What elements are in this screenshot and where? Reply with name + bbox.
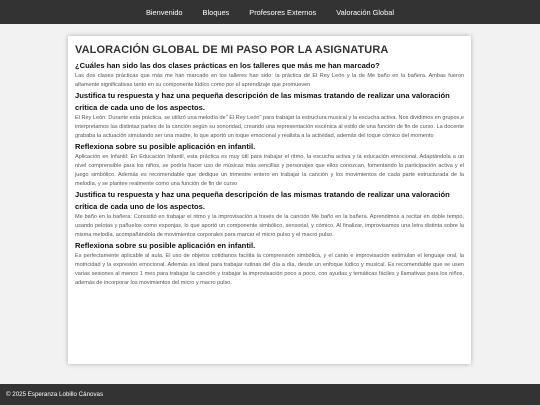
section-text: Aplicación en Infantil: En Educación Infantil, esta práctica es muy útil para trabajar el ritmo, la escucha activa y la educación emocional. Adaptándola a un nivel comprensible para los niños, se podría hacer uso de músicas más sencillas y personajes que ellos conozcan, fomentando la participación activa y el juego simbólico. Además es recomendable que dedique un trimestre entero en trabajar la canción y los movimientos de cada parte estructurada de la melodía, y se plantee realmente como una función de fin de curso (75, 153, 464, 187)
section-text: Las dos clases prácticas que más me han marcado en los talleres han sido: la práctica de El Rey León y la de Me baño en la bañera. Ambas fueron altamente significativas tanto en su componente lúdico como por el aprendizaje que promueven (75, 72, 464, 88)
content-card (68, 36, 471, 364)
section-heading: ¿Cuáles han sido las dos clases prácticas en los talleres que más me han marcado? (75, 61, 380, 70)
top-navbar (0, 0, 540, 24)
section-heading: Reflexiona sobre su posible aplicación en infantil. (75, 240, 256, 250)
section-text: El Rey León: Durante esta práctica, se utilizó una melodía de" El Rey León" para trabajar la estructura musical y la escucha activa. Nos dividimos en grupos,e interpretamos las distintas partes de la canción según su sonoridad, creando una representación escénica al estilo de una función de fin de curso. La docente grababa la actuación simulando ser una madre, lo que aportó un toque emocional y realista a la actividad, además del toque cómico del momento (75, 114, 464, 139)
section-text: Es perfectamente aplicable al aula. El uso de objetos cotidianos facilita la comprensión simbólica, y el canto e improvisación estimulan el lenguaje oral, la motricidad y la expresión emocional. Además es ideal para trabajar rutinas del día a día, desde un enfoque lúdico y musical. Es recomendable que se usen varias sesiones al menos 1 mes para trabajar la canción y trabajar la improvisación poco a poco, con ayudas y temáticas fáciles y llamativas para los niños, además de incorporar los movimientos del micro y macro pulso. (75, 252, 464, 286)
section-heading: Reflexiona sobre su posible aplicación en infantil. (75, 141, 256, 151)
copyright-text: © 2025 Esperanza Lobillo Cánovas (6, 391, 104, 398)
nav-link-profesores-externos[interactable]: Profesores Externos (249, 7, 317, 17)
nav-link-bienvenido[interactable]: Bienvenido (145, 7, 183, 17)
section-heading: Justifica tu respuesta y haz una pequeña descripción de las mismas tratando de realizar una valoración crítica de cada uno de los aspectos. (75, 190, 450, 211)
nav-link-bloques[interactable]: Bloques (202, 7, 230, 17)
nav-link-valoracion-global[interactable]: Valoración Global (336, 7, 395, 17)
section-text: Me baño en la bañera: Consistió en trabajar el ritmo y la improvisación a través de la canción Me baño en la bañera. Aprendimos a recitar en doble tempo, usando pelotas y pañuelos como esponjas, lo que aportó un componente simbólico, sensorial, y cómico. Al finalizar, improvisamos una letra distinta sobre la misma melodía, acompañándola de movimientos corporales para marcar el micro pulso y el macro pulso. (75, 213, 464, 238)
page-title: VALORACIÓN GLOBAL DE MI PASO POR LA ASIGNATURA (75, 44, 389, 56)
section-heading: Justifica tu respuesta y haz una pequeña descripción de las mismas tratando de realizar una valoración crítica de cada uno de los aspectos. (75, 90, 450, 112)
page-footer (0, 384, 540, 405)
